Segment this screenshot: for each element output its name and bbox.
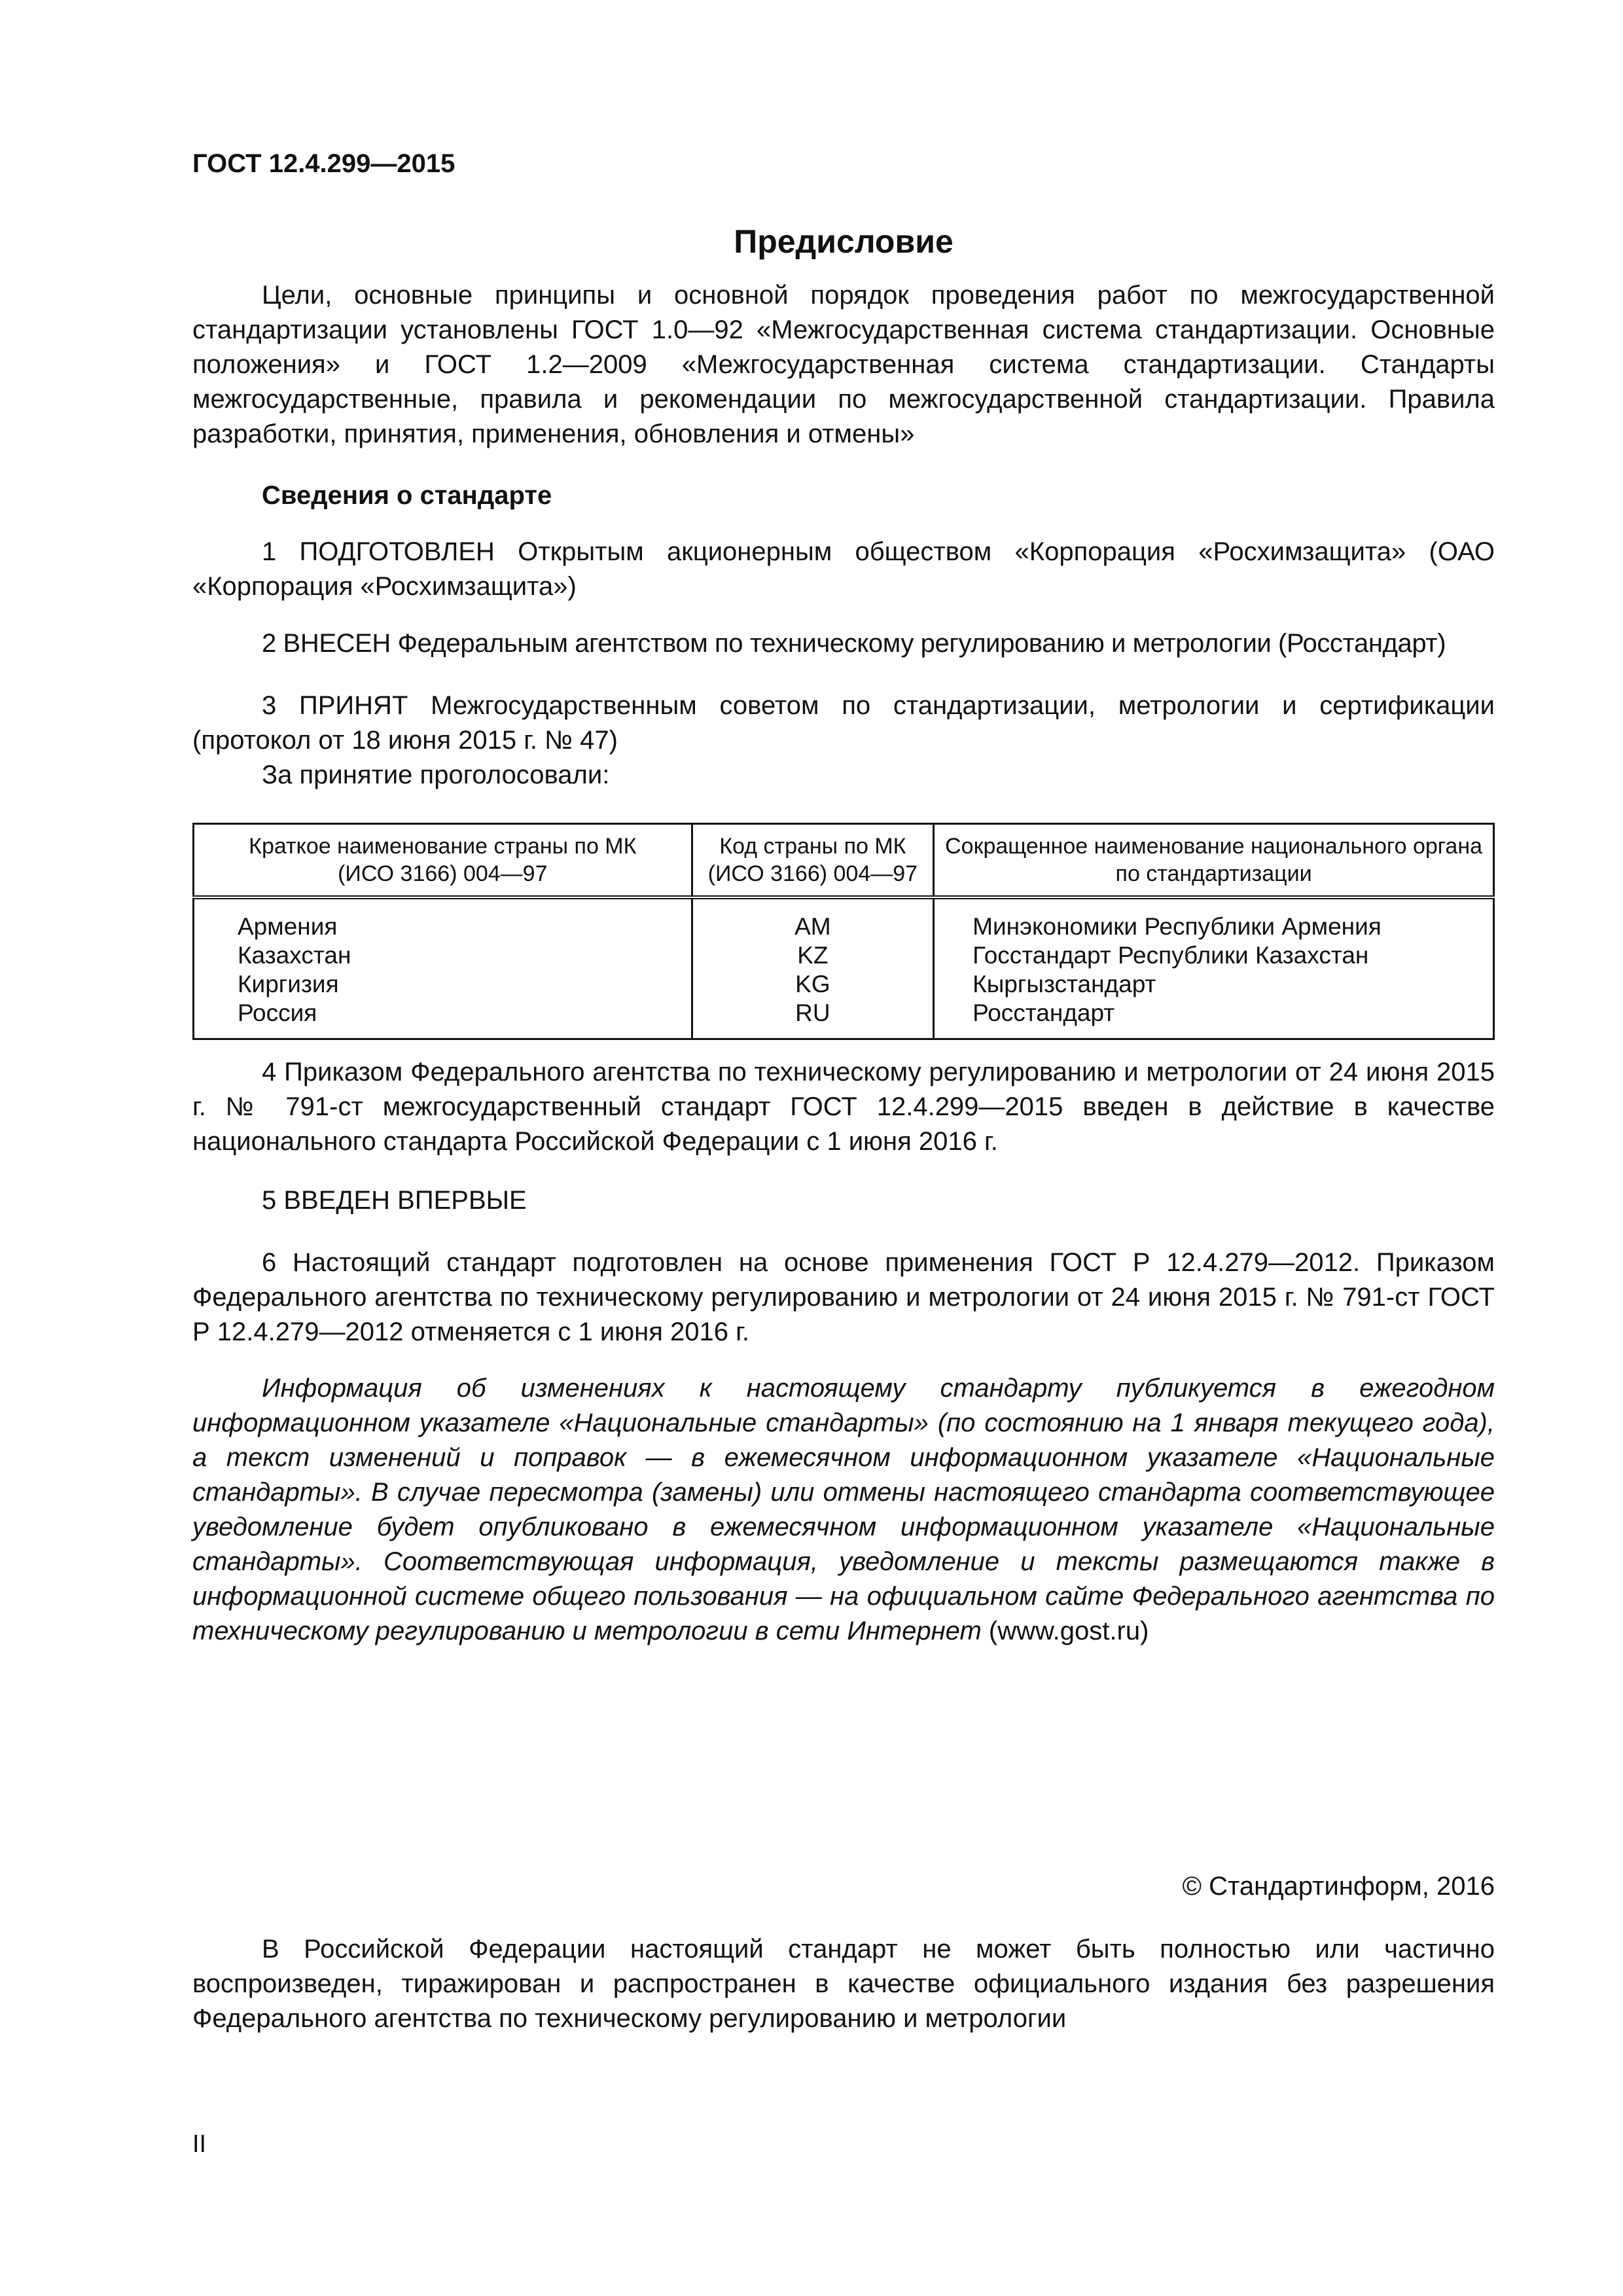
- national-body: Кыргызстандарт: [972, 971, 1156, 997]
- item-5: 5 ВВЕДЕН ВПЕРВЫЕ: [262, 1186, 527, 1215]
- copyright: © Стандартинформ, 2016: [1182, 1872, 1495, 1901]
- item-4: 4 Приказом Федерального агентства по техническому регулированию и метрологии от 24 июня 2015 г. № 791-ст межгосударственный стандарт ГОСТ 12.4.299—2015 введен в действие в качестве национального стандарта Российской Федерации с 1 июня 2016 г.: [192, 1058, 1495, 1156]
- national-body: Госстандарт Республики Казахстан: [972, 942, 1369, 969]
- table-header-row: [194, 824, 1494, 898]
- item-2: 2 ВНЕСЕН Федеральным агентством по техническому регулированию и метрологии (Росстандарт): [262, 629, 1446, 658]
- intro-paragraph: Цели, основные принципы и основной порядок проведения работ по межгосударственной стандартизации установлены ГОСТ 1.0—92 «Межгосударственная система стандартизации. Основные положения» и ГОСТ 1.2—2009 «Межгосударственная система стандартизации. Стандарты межгосударственные, правила и рекомендации по межгосударственной стандартизации. Правила разработки, принятия, применения, обновления и отмены»: [192, 281, 1495, 448]
- national-body: Минэкономики Республики Армения: [972, 913, 1382, 940]
- header-national-body: Сокращенное наименование национального органа по стандартизации: [934, 824, 1494, 898]
- page-title: Предисловие: [734, 223, 954, 260]
- bodies-column: [934, 897, 1494, 1039]
- countries-column: [194, 897, 692, 1039]
- table-row: [194, 897, 1494, 1039]
- item-6: 6 Настоящий стандарт подготовлен на основе применения ГОСТ Р 12.4.279—2012. Приказом Федерального агентства по техническому регулированию и метрологии от 24 июня 2015 г. № 791-ст ГОСТ Р 12.4.279—2012 отменяется с 1 июня 2016 г.: [192, 1248, 1495, 1346]
- codes-column: [692, 897, 934, 1039]
- info-heading: Сведения о стандарте: [262, 481, 552, 510]
- country-name: Казахстан: [238, 942, 351, 969]
- page-number: II: [192, 2130, 207, 2158]
- country-code: KZ: [797, 942, 829, 969]
- item-3: 3 ПРИНЯТ Межгосударственным советом по стандартизации, метрологии и сертификации (протокол от 18 июня 2015 г. № 47): [192, 691, 1495, 755]
- national-body: Росстандарт: [972, 999, 1115, 1026]
- rights-paragraph: В Российской Федерации настоящий стандарт не может быть полностью или частично воспроизведен, тиражирован и распространен в качестве официального издания без разрешения Федерального агентства по техническому регулированию и метрологии: [192, 1935, 1495, 2033]
- item-1: 1 ПОДГОТОВЛЕН Открытым акционерным обществом «Корпорация «Росхимзащита» (ОАО «Корпорация «Росхимзащита»): [192, 537, 1495, 601]
- notice-text: Информация об изменениях к настоящему стандарту публикуется в ежегодном информационном указателе «Национальные стандарты» (по состоянию на 1 января текущего года), а текст изменений и поправок — в ежемесячном информационном указателе «Национальные стандарты». В случае пересмотра (замены) или отмены настоящего стандарта соответствующее уведомление будет опубликовано в ежемесячном информационном указателе «Национальные стандарты». Соответствующая информация, уведомление и тексты размещаются также в информационной системе общего пользования — на официальном сайте Федерального агентства по техническому регулированию и метрологии в сети Интернет: [192, 1374, 1495, 1645]
- country-name: Киргизия: [238, 971, 339, 997]
- header-country-code: Код страны по МК (ИСО 3166) 004—97: [692, 824, 934, 898]
- header-country-name: Краткое наименование страны по МК (ИСО 3166) 004—97: [194, 824, 692, 898]
- voted-label: За принятие проголосовали:: [262, 761, 610, 789]
- country-name: Армения: [238, 913, 338, 940]
- country-code: RU: [795, 999, 830, 1026]
- notice-url: (www.gost.ru): [988, 1617, 1149, 1645]
- country-code: AM: [794, 913, 831, 940]
- notice-paragraph: [192, 1371, 1495, 1649]
- document-code: ГОСТ 12.4.299—2015: [192, 149, 455, 178]
- voting-table: [192, 823, 1495, 1040]
- country-name: Россия: [238, 999, 317, 1026]
- country-code: KG: [795, 971, 830, 997]
